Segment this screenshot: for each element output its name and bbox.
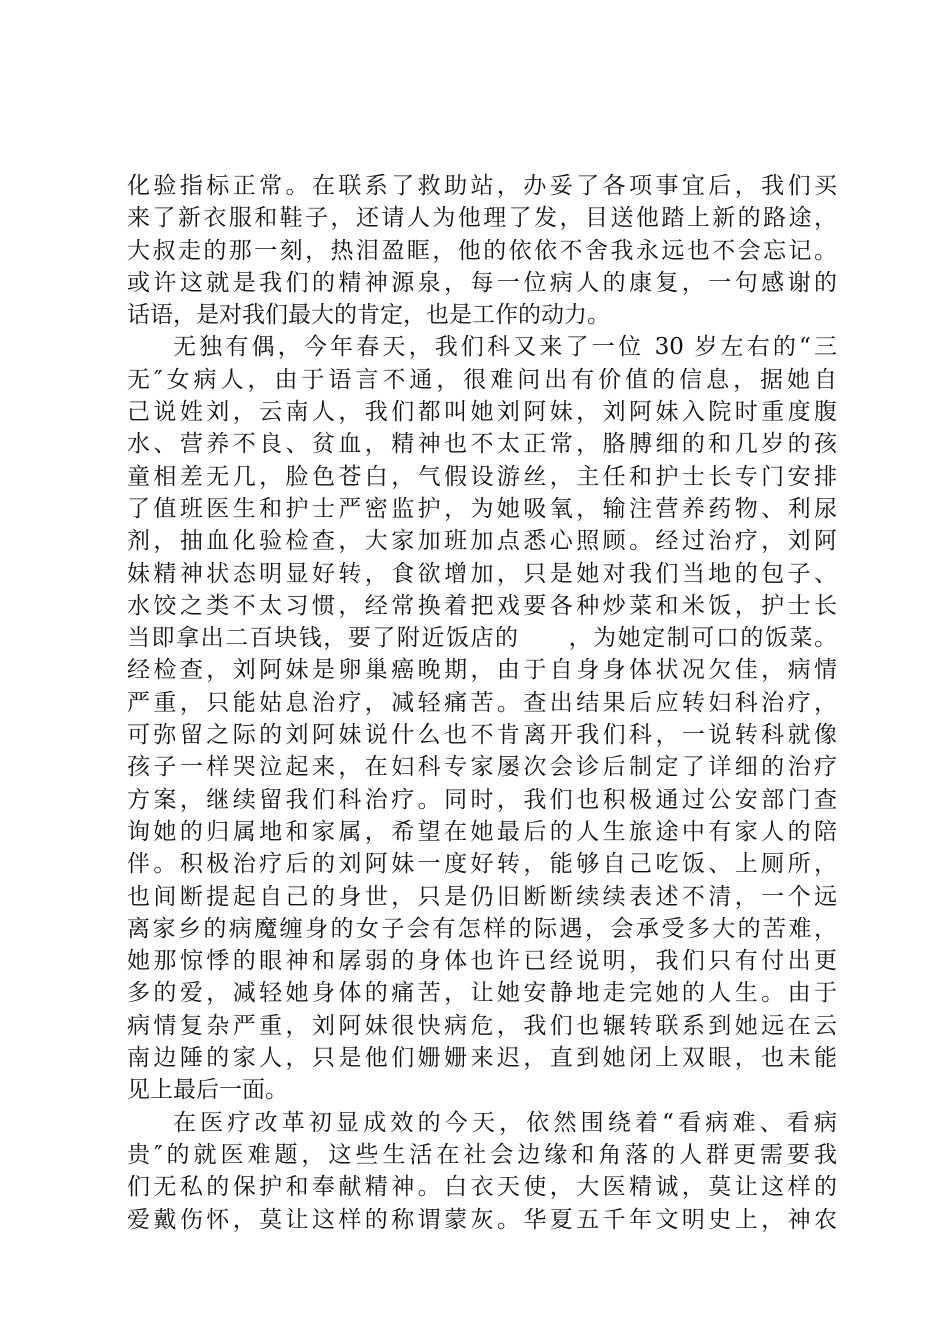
- body-text: [127, 170, 837, 1236]
- text-line: 己说姓刘，云南人，我们都叫她刘阿妹，刘阿妹入院时重度腹: [127, 399, 837, 426]
- text-line: 离家乡的病魔缠身的女子会有怎样的际遇，会承受多大的苦难，: [127, 915, 837, 942]
- text-line: 话语，是对我们最大的肯定，也是工作的动力。: [127, 302, 610, 329]
- text-line: 剂，抽血化验检查，大家加班加点悉心照顾。经过治疗，刘阿: [127, 528, 837, 555]
- text-line: 病情复杂严重，刘阿妹很快病危，我们也辗转联系到她远在云: [127, 1012, 837, 1039]
- text-line: 妹精神状态明显好转，食欲增加，只是她对我们当地的包子、: [127, 560, 837, 587]
- text-line: 童相差无几，脸色苍白，气假设游丝，主任和护士长专门安排: [127, 463, 837, 490]
- text-line: 爱戴伤怀，莫让这样的称谓蒙灰。华夏五千年文明史上，神农: [127, 1206, 837, 1233]
- text-line: 孩子一样哭泣起来，在妇科专家屡次会诊后制定了详细的治疗: [127, 754, 837, 781]
- text-line: 多的爱，减轻她身体的痛苦，让她安静地走完她的人生。由于: [127, 980, 837, 1007]
- text-line: 当即拿出二百块钱，要了附近饭店的 ，为她定制可口的饭菜。: [127, 625, 837, 652]
- text-line: 水饺之类不太习惯，经常换着把戏要各种炒菜和米饭，护士长: [127, 592, 837, 619]
- text-line: 们无私的保护和奉献精神。白衣天使，大医精诚，莫让这样的: [127, 1174, 837, 1201]
- text-line: 化验指标正常。在联系了救助站，办妥了各项事宜后，我们买: [127, 173, 837, 199]
- text-line: 也间断提起自己的身世，只是仍旧断断续续表述不清，一个远: [127, 883, 837, 910]
- text-line: 她那惊悸的眼神和孱弱的身体也许已经说明，我们只有付出更: [127, 948, 837, 975]
- text-line: 大叔走的那一刻，热泪盈眶，他的依依不舍我永远也不会忘记。: [127, 237, 837, 264]
- text-line: 贵″的就医难题，这些生活在社会边缘和角落的人群更需要我: [127, 1141, 837, 1168]
- text-line: 见上最后一面。: [127, 1077, 288, 1104]
- text-line: 在医疗改革初显成效的今天，依然围绕着“看病难、看病: [173, 1109, 837, 1136]
- text-line: 方案，继续留我们科治疗。同时，我们也积极通过公安部门查: [127, 786, 837, 813]
- text-line: 可弥留之际的刘阿妹说什么也不肯离开我们科，一说转科就像: [127, 722, 837, 749]
- text-line: 来了新衣服和鞋子，还请人为他理了发，目送他踏上新的路途，: [127, 205, 837, 232]
- text-line: 或许这就是我们的精神源泉，每一位病人的康复，一句感谢的: [127, 269, 837, 296]
- text-line: 严重，只能姑息治疗，减轻痛苦。查出结果后应转妇科治疗，: [127, 689, 837, 716]
- text-line: 南边陲的家人，只是他们姗姗来迟，直到她闭上双眼，也未能: [127, 1045, 837, 1072]
- text-line: 无″女病人，由于语言不通，很难问出有价值的信息，据她自: [127, 366, 837, 393]
- text-line: 无独有偶，今年春天，我们科又来了一位 30 岁左右的“三: [173, 334, 837, 361]
- text-line: 询她的归属地和家属，希望在她最后的人生旅途中有家人的陪: [127, 818, 837, 845]
- text-line: 经检查，刘阿妹是卵巢癌晚期，由于自身身体状况欠佳，病情: [127, 657, 837, 684]
- text-line: 伴。积极治疗后的刘阿妹一度好转，能够自己吃饭、上厕所，: [127, 851, 837, 878]
- text-line: 了值班医生和护士严密监护，为她吸氧，输注营养药物、利尿: [127, 495, 837, 522]
- text-line: 水、营养不良、贫血，精神也不太正常，胳膊细的和几岁的孩: [127, 431, 837, 458]
